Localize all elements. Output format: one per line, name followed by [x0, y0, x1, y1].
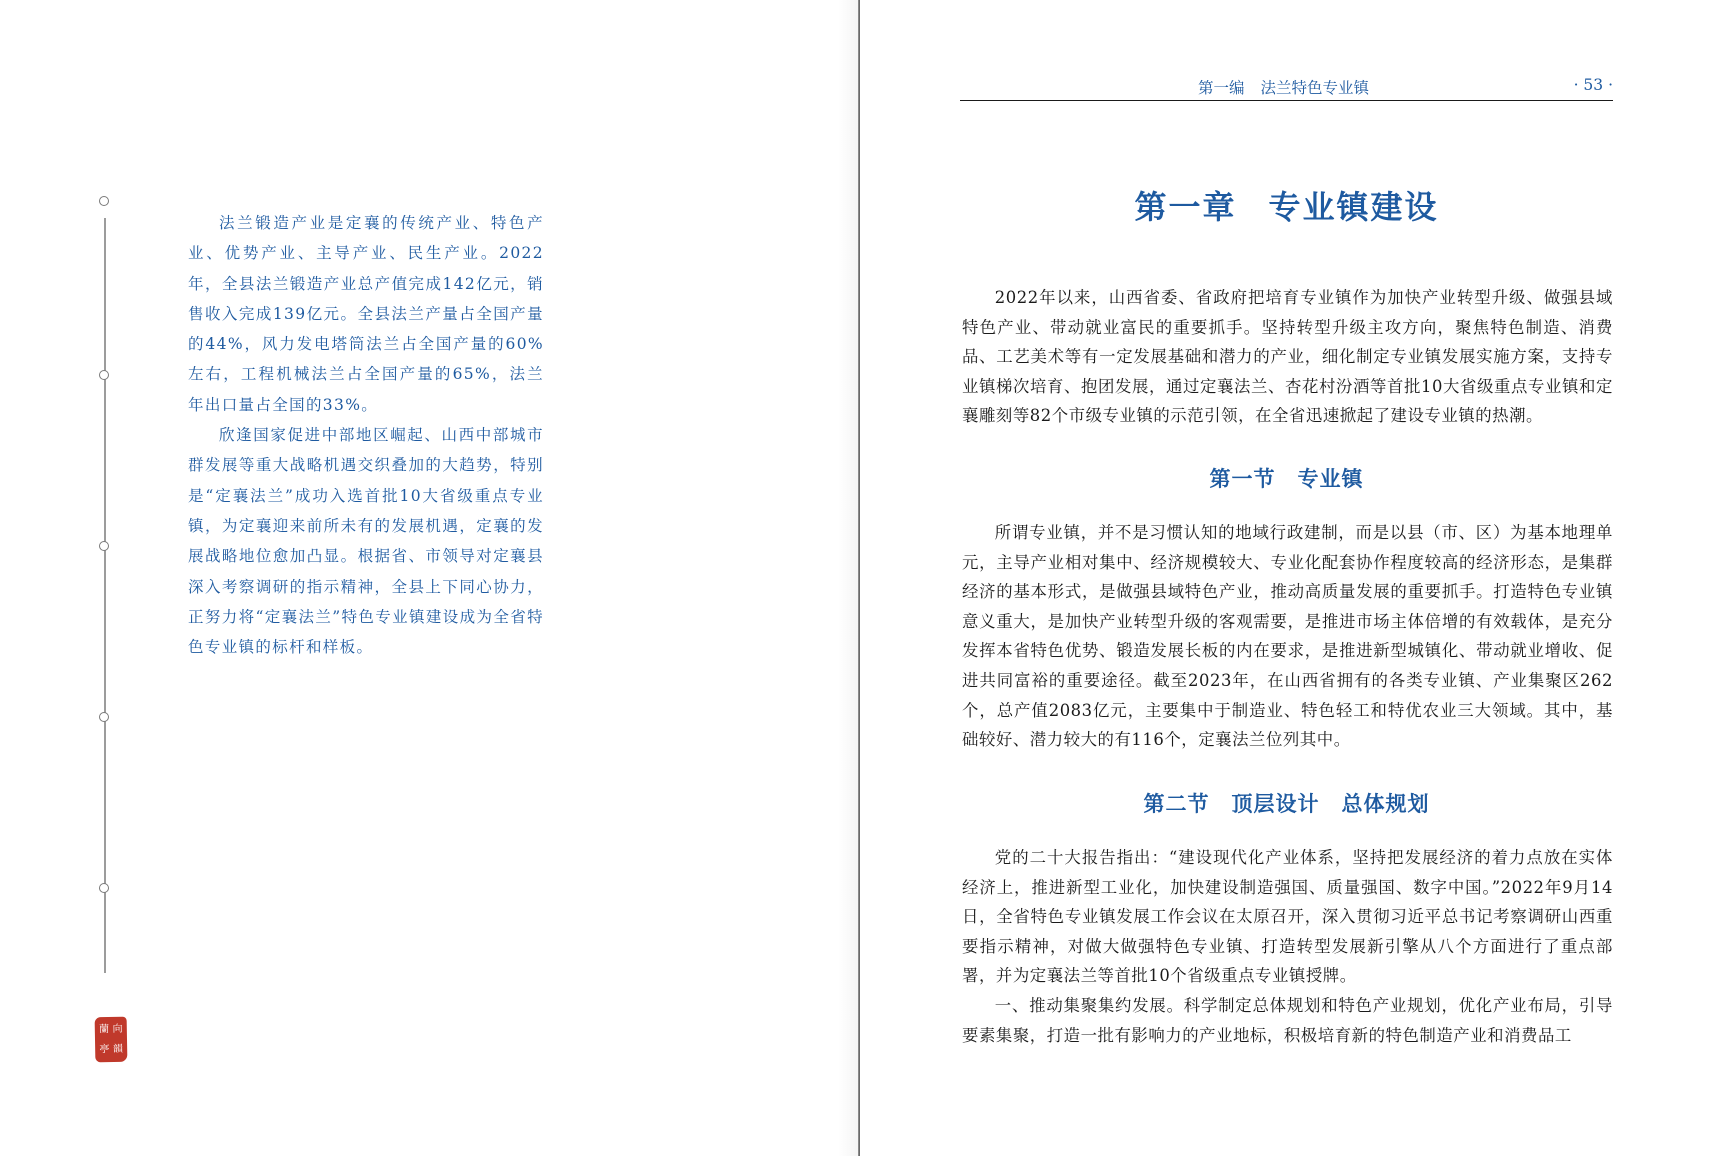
timeline-circle-icon — [99, 370, 109, 380]
page-number: · 53 · — [1573, 76, 1613, 94]
seal-character: 亭 — [99, 1043, 110, 1055]
body-paragraph: 一、推动集聚集约发展。科学制定总体规划和特色产业规划，优化产业布局，引导要素集聚，打造一批有影响力的产业地标，积极培育新的特色制造产业和消费品工 — [962, 995, 1613, 1045]
chapter-name: 专业镇建设 — [1268, 188, 1439, 226]
seal-character: 向 — [112, 1023, 123, 1035]
running-header-title — [1198, 76, 1369, 98]
body-paragraph: 党的二十大报告指出：“建设现代化产业体系，坚持把发展经济的着力点放在实体经济上，推进新型工业化，加快建设制造强国、质量强国、数字中国。”2022年9月14日，全省特色专业镇发展工作会议在太原召开，深入贯彻习近平总书记考察调研山西重要指示精神，对做大做强特色专业镇、打造转型发展新引擎从八个方面进行了重点部署，并为定襄法兰等首批10个省级重点专业镇授牌。 — [962, 848, 1613, 986]
chapter-intro — [962, 283, 1613, 431]
sidebar-paragraph: 法兰锻造产业是定襄的传统产业、特色产业、优势产业、主导产业、民生产业。2022年，全县法兰锻造产业总产值完成142亿元，销售收入完成139亿元。全县法兰产量占全国产量的44%，风力发电塔筒法兰占全国产量的60%左右，工程机械法兰占全国产量的65%，法兰年出口量占全国的33%。 — [188, 214, 544, 414]
section-title — [960, 788, 1613, 818]
timeline-decoration-line — [104, 218, 106, 973]
chapter-number: 第一章 — [1134, 188, 1237, 226]
red-seal-stamp-icon — [95, 1017, 128, 1063]
running-header — [960, 72, 1613, 101]
body-paragraph: 所谓专业镇，并不是习惯认知的地域行政建制，而是以县（市、区）为基本地理单元，主导产业相对集中、经济规模较大、专业化配套协作程度较高的经济形态，是集群经济的基本形式，是做强县域特色产业，推动高质量发展的重要抓手。打造特色专业镇意义重大，是加快产业转型升级的客观需要，是推进市场主体倍增的有效载体，是充分发挥本省特色优势、锻造发展长板的内在要求，是推进新型城镇化、带动就业增收、促进共同富裕的重要途径。截至2023年，在山西省拥有的各类专业镇、产业集聚区262个，总产值2083亿元，主要集中于制造业、特色轻工和特优农业三大领域。其中，基础较好、潜力较大的有116个，定襄法兰位列其中。 — [962, 523, 1613, 750]
part-label: 第一编 — [1198, 79, 1245, 97]
section-body — [962, 518, 1613, 755]
book-gutter — [858, 0, 860, 1156]
body-paragraph: 2022年以来，山西省委、省政府把培育专业镇作为加快产业转型升级、做强县域特色产业、带动就业富民的重要抓手。坚持转型升级主攻方向，聚焦特色制造、消费品、工艺美术等有一定发展基础和潜力的产业，细化制定专业镇发展实施方案，支持专业镇梯次培育、抱团发展，通过定襄法兰、杏花村汾酒等首批10大省级重点专业镇和定襄雕刻等82个市级专业镇的示范引领，在全省迅速掀起了建设专业镇的热潮。 — [962, 288, 1613, 426]
timeline-circle-icon — [99, 541, 109, 551]
sidebar-paragraph: 欣逢国家促进中部地区崛起、山西中部城市群发展等重大战略机遇交织叠加的大趋势，特别是“定襄法兰”成功入选首批10大省级重点专业镇，为定襄迎来前所未有的发展机遇，定襄的发展战略地位愈加凸显。根据省、市领导对定襄县深入考察调研的指示精神，全县上下同心协力，正努力将“定襄法兰”特色专业镇建设成为全省特色专业镇的标杆和样板。 — [188, 426, 544, 657]
timeline-circle-icon — [99, 196, 109, 206]
section-body — [962, 843, 1613, 1050]
timeline-circle-icon — [99, 712, 109, 722]
section-name: 顶层设计 — [1231, 791, 1320, 816]
seal-character: 蘭 — [98, 1023, 110, 1035]
section-number: 第一节 — [1209, 466, 1276, 491]
part-title: 法兰特色专业镇 — [1260, 79, 1370, 97]
section-title — [960, 463, 1613, 493]
timeline-circle-icon — [99, 883, 109, 893]
seal-character: 韻 — [112, 1043, 124, 1055]
section-name: 专业镇 — [1297, 466, 1364, 491]
chapter-title — [960, 182, 1613, 228]
gutter-shadow — [838, 0, 858, 1156]
sidebar-text-block — [188, 208, 544, 662]
section-name: 总体规划 — [1341, 791, 1430, 816]
section-number: 第二节 — [1143, 791, 1210, 816]
